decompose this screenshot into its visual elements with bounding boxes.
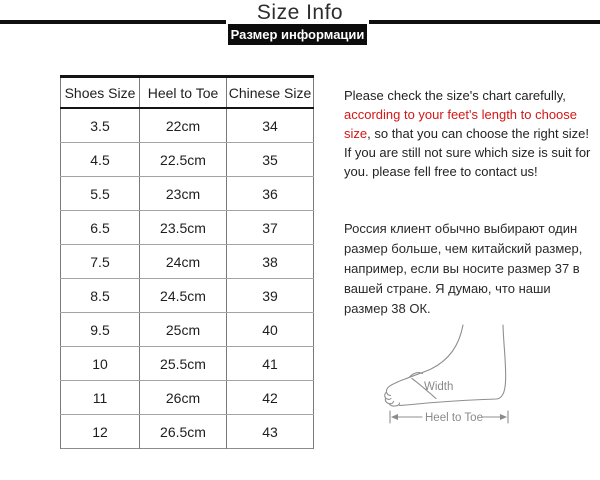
note-line: например, если вы носите размер 37 в (344, 261, 580, 276)
divider-line-left (0, 20, 226, 24)
note-text: If you are still not sure which size is suit for (344, 145, 591, 160)
table-cell: 38 (227, 245, 314, 279)
table-row (61, 347, 314, 381)
table-row (61, 177, 314, 211)
table-row (61, 279, 314, 313)
table-row (61, 143, 314, 177)
table-cell: 24cm (140, 245, 227, 279)
table-cell: 9.5 (61, 313, 140, 347)
foot-sole-heel (400, 325, 506, 406)
note-text: Please check the size's chart carefully, (344, 88, 566, 103)
table-cell: 23.5cm (140, 211, 227, 245)
page-title: Size Info (256, 1, 344, 24)
table-cell: 25.5cm (140, 347, 227, 381)
table-cell: 26.5cm (140, 415, 227, 449)
col-header-chinese-size: Chinese Size (227, 77, 314, 109)
heel-to-toe-label: Heel to Toe (425, 412, 483, 424)
note-line: размер 38 ОК. (344, 301, 431, 316)
note-line (344, 143, 590, 162)
dimension-arrow-right (500, 414, 507, 420)
dimension-arrow-left (391, 414, 398, 420)
subtitle-badge: Размер информации (228, 24, 367, 45)
table-cell: 26cm (140, 381, 227, 415)
table-cell: 10 (61, 347, 140, 381)
table-cell: 34 (227, 108, 314, 143)
table-row (61, 245, 314, 279)
note-text-highlight: size (344, 126, 368, 141)
size-table (60, 75, 314, 449)
table-cell: 41 (227, 347, 314, 381)
table-cell: 12 (61, 415, 140, 449)
note-line (344, 86, 590, 105)
table-row (61, 211, 314, 245)
col-header-shoes-size: Shoes Size (61, 77, 140, 109)
table-row (61, 108, 314, 143)
table-row (61, 313, 314, 347)
table-cell: 24.5cm (140, 279, 227, 313)
note-text: , so that you can choose the right size! (367, 126, 589, 141)
russian-note (344, 219, 582, 319)
table-cell: 40 (227, 313, 314, 347)
note-line: размер больше, чем китайский размер, (344, 241, 583, 256)
foot-diagram (352, 320, 522, 432)
divider-line-right (369, 20, 600, 24)
note-line (344, 105, 590, 124)
table-cell: 11 (61, 381, 140, 415)
note-line (344, 162, 590, 181)
note-text-highlight: according to your feet's length to choose (344, 107, 578, 122)
table-cell: 23cm (140, 177, 227, 211)
table-cell: 42 (227, 381, 314, 415)
width-label: Width (424, 381, 454, 393)
table-cell: 25cm (140, 313, 227, 347)
table-cell: 6.5 (61, 211, 140, 245)
table-cell: 43 (227, 415, 314, 449)
table-cell: 37 (227, 211, 314, 245)
table-cell: 8.5 (61, 279, 140, 313)
table-cell: 39 (227, 279, 314, 313)
table-header-row (61, 77, 314, 109)
note-line: вашей стране. Я думаю, что наши (344, 281, 551, 296)
note-line (344, 124, 590, 143)
english-note (344, 86, 590, 181)
table-cell: 35 (227, 143, 314, 177)
table-cell: 22.5cm (140, 143, 227, 177)
table-cell: 7.5 (61, 245, 140, 279)
table-cell: 5.5 (61, 177, 140, 211)
table-cell: 36 (227, 177, 314, 211)
col-header-heel-to-toe: Heel to Toe (140, 77, 227, 109)
note-line: Россия клиент обычно выбирают один (344, 221, 578, 236)
table-cell: 22cm (140, 108, 227, 143)
table-row (61, 415, 314, 449)
table-cell: 3.5 (61, 108, 140, 143)
table-row (61, 381, 314, 415)
table-cell: 4.5 (61, 143, 140, 177)
note-text: you. please fell free to contact us! (344, 164, 538, 179)
